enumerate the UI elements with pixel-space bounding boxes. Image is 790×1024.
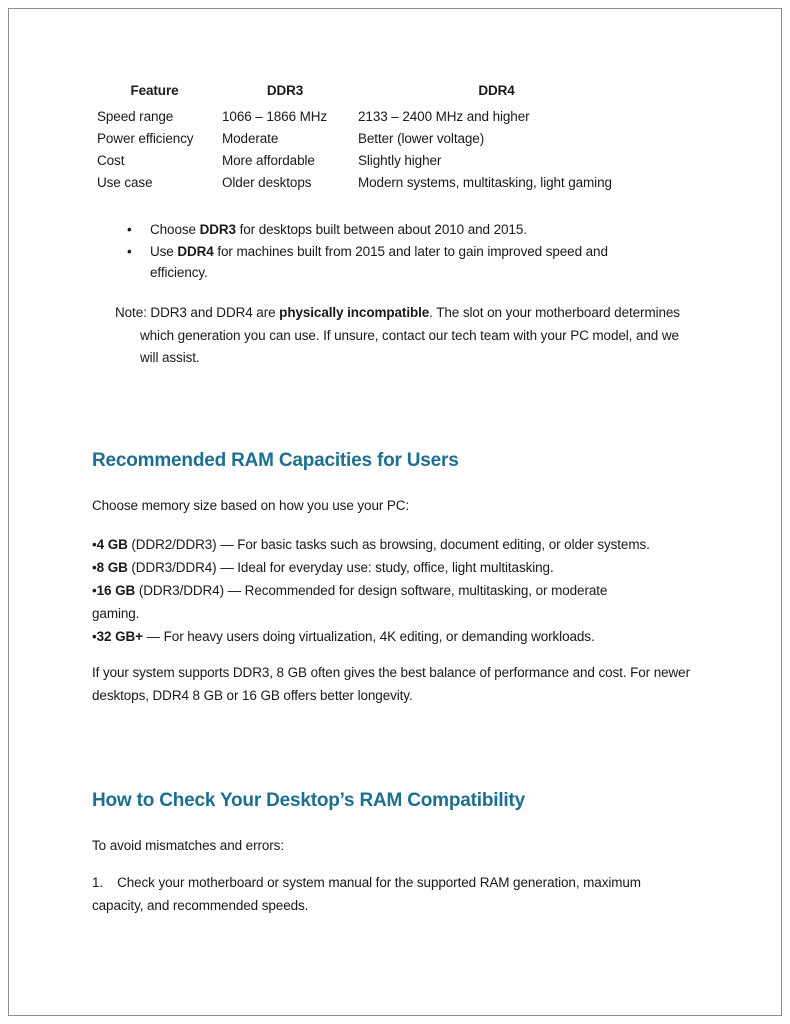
list-item-text [150,222,527,237]
table-header-ddr3: DDR3 [266,83,304,98]
cell-feature: Power efficiency [97,131,194,146]
cell-ddr3: Older desktops [222,175,312,190]
capacity-description: (DDR2/DDR3) — For basic tasks such as browsing, document editing, or older systems. [127,536,650,552]
compatibility-intro-paragraph: To avoid mismatches and errors: [92,837,284,853]
cell-ddr4: Modern systems, multitasking, light gaming [358,175,612,190]
cell-ddr4: 2133 – 2400 MHz and higher [358,109,530,124]
bullet-icon: • [92,536,97,552]
text-run: Choose [150,222,200,237]
text-run: for machines built from 2015 and later to gain improved speed and efficiency. [150,244,608,280]
capacity-description: (DDR3/DDR4) — Recommended for design software, multitasking, or moderate gaming. [92,582,608,621]
list-item [92,241,698,283]
capacity-description: (DDR3/DDR4) — Ideal for everyday use: study, office, light multitasking. [127,559,554,575]
text-run: Note: DDR3 and DDR4 are [115,305,280,320]
cell-ddr3: Moderate [222,131,279,146]
table-row [92,128,640,150]
table-row [92,106,640,128]
bullet-icon: • [92,582,97,598]
capacity-label: 32 GB+ [96,628,143,644]
section-heading-ram-capacities: Recommended RAM Capacities for Users [92,449,459,471]
generation-bullet-list [92,219,698,283]
capacity-description: — For heavy users doing virtualization, 4K editing, or demanding workloads. [142,628,595,644]
bullet-icon: • [92,628,97,644]
bullet-icon: • [127,244,132,259]
table-header-feature: Feature [130,83,179,98]
capacity-label: 8 GB [96,559,128,575]
bold-term: DDR3 [199,222,236,237]
text-run: Use [150,244,178,259]
bullet-icon: • [92,559,97,575]
bold-term: physically incompatible [279,305,430,320]
list-item [92,533,698,556]
compatibility-note [92,302,698,370]
bold-term: DDR4 [177,244,214,259]
cell-feature: Use case [97,175,153,190]
list-item [92,625,698,648]
list-item [92,219,698,240]
table-header-row [92,80,640,106]
capacity-intro-paragraph: Choose memory size based on how you use your PC: [92,497,410,513]
table-row [92,172,640,194]
cell-feature: Speed range [97,109,174,124]
capacity-label: 4 GB [96,536,128,552]
text-run: . The slot on your motherboard determines which generation you can use. If unsure, contact our tech team with your PC model, and we will assist. [140,305,680,365]
bullet-icon: • [127,222,132,237]
text-run: for desktops built between about 2010 and 2015. [235,222,527,237]
table-header-ddr4: DDR4 [478,83,515,98]
cell-ddr3: 1066 – 1866 MHz [222,109,328,124]
step-text: Check your motherboard or system manual for the supported RAM generation, maximum capacity, and recommended speeds. [92,874,641,913]
document-content [92,0,698,917]
list-item-text [150,244,608,280]
numbered-step [92,871,644,917]
step-number: 1. [92,874,104,890]
cell-ddr4: Slightly higher [358,153,442,168]
list-item [92,579,652,625]
table-row [92,150,640,172]
capacity-list [92,533,698,648]
cell-ddr3: More affordable [222,153,315,168]
capacity-label: 16 GB [96,582,136,598]
ddr-comparison-table [92,80,640,194]
cell-feature: Cost [97,153,125,168]
section-heading-check-compatibility: How to Check Your Desktop’s RAM Compatibility [92,789,525,811]
cell-ddr4: Better (lower voltage) [358,131,485,146]
capacity-outro-paragraph: If your system supports DDR3, 8 GB often gives the best balance of performance and cost. For newer desktops, DDR4 8 GB or 16 GB offers better longevity. [92,664,690,703]
list-item [92,556,698,579]
